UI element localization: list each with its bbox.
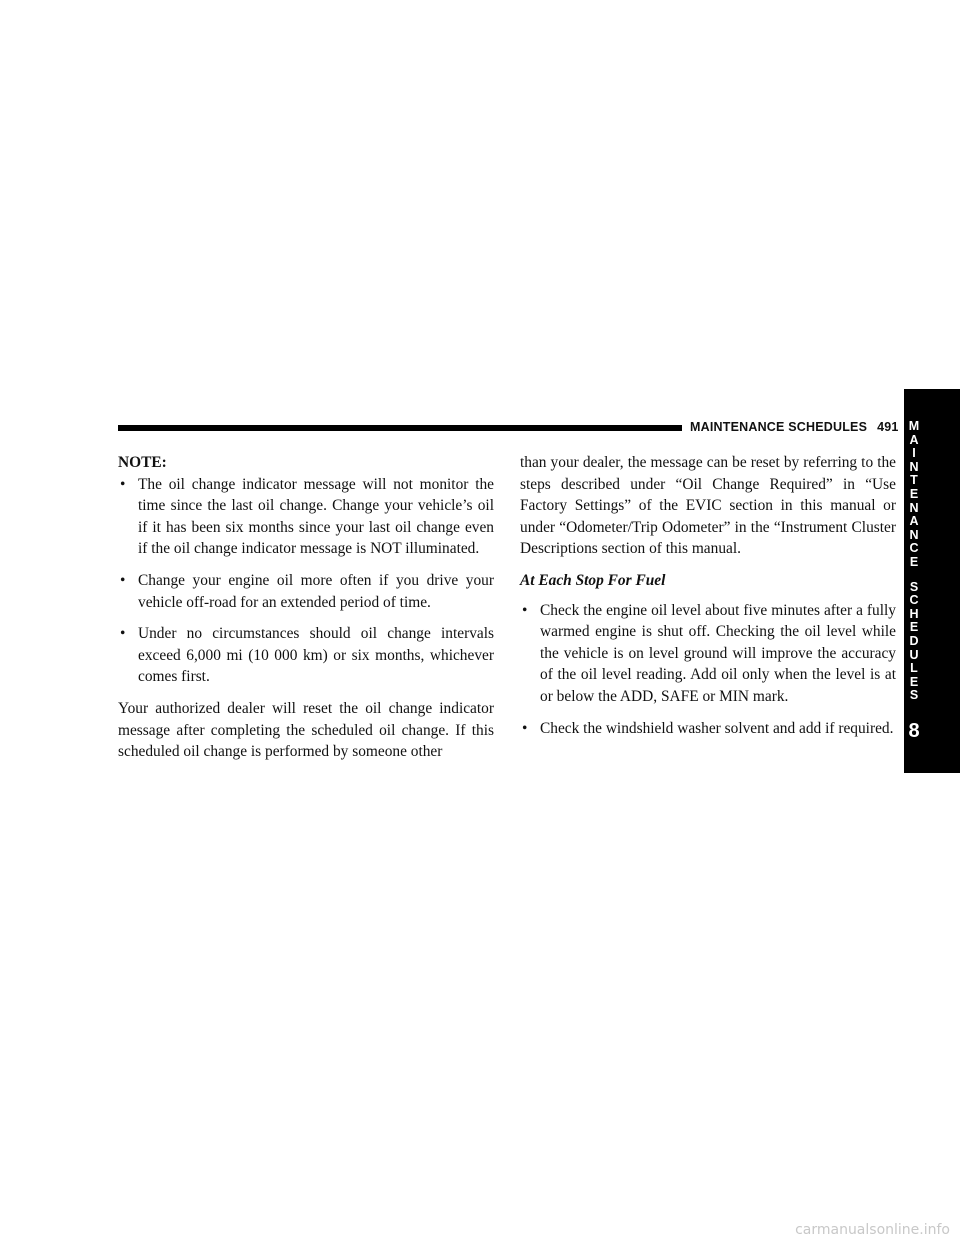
- chapter-tab-letters: [904, 420, 924, 703]
- list-item-text: Change your engine oil more often if you drive your vehicle off-road for an extended period of time.: [138, 571, 494, 611]
- tab-letter: N: [909, 527, 919, 542]
- list-item-text: Check the engine oil level about five minutes after a fully warmed engine is shut off. Checking the oil level while the vehicle is on level ground will improve the accuracy of the oil level reading. Add oil only when the level is at or below the ADD, SAFE or MIN mark.: [540, 601, 896, 705]
- bullet: •: [120, 475, 126, 493]
- list-item: [118, 623, 494, 688]
- bullet: •: [522, 719, 528, 737]
- header-rule: [118, 425, 682, 431]
- list-item: [118, 570, 494, 613]
- tab-letter: M: [908, 419, 920, 433]
- tab-letter: S: [909, 688, 919, 703]
- note-list: [118, 474, 494, 688]
- tab-letter: E: [909, 674, 919, 689]
- bullet: •: [522, 601, 528, 619]
- tab-letter: S: [909, 579, 919, 594]
- left-column: [118, 452, 494, 763]
- tab-letter: H: [909, 606, 919, 621]
- tab-letter: C: [909, 541, 919, 556]
- tab-letter: E: [909, 486, 919, 501]
- section-title: MAINTENANCE SCHEDULES: [690, 420, 868, 434]
- tab-letter: A: [909, 514, 919, 529]
- note-label: NOTE:: [118, 454, 167, 471]
- list-item-text: The oil change indicator message will not monitor the time since the last oil change. Change your vehicle’s oil if it has been six months since your last oil change even if the oil change indicator message is NOT illuminated.: [138, 475, 494, 558]
- bullet: •: [120, 625, 126, 643]
- tab-letter: A: [909, 432, 919, 447]
- body-paragraph: Your authorized dealer will reset the oil change indicator message after completing the scheduled oil change. If this scheduled oil change is performed by someone other: [118, 699, 494, 761]
- subheading: At Each Stop For Fuel: [520, 571, 666, 589]
- continuation-paragraph: than your dealer, the message can be reset by referring to the steps described under “Oil Change Required” in “Use Factory Settings” of the EVIC section in this manual or under “Odometer/Trip Odometer” in the “Instrument Cluster Descriptions section of this manual.: [520, 454, 896, 558]
- tab-letter: L: [910, 661, 918, 676]
- list-item-text: Under no circumstances should oil change intervals exceed 6,000 mi (10 000 km) or six months, whichever comes first.: [138, 625, 494, 686]
- chapter-tab: [904, 389, 960, 773]
- tab-letter: D: [909, 633, 919, 648]
- running-header: [690, 420, 899, 434]
- bullet: •: [120, 571, 126, 589]
- tab-letter: I: [912, 446, 916, 461]
- footer-watermark: carmanualsonline.info: [795, 1222, 950, 1238]
- page-number: 491: [877, 420, 899, 434]
- tab-letter: C: [909, 593, 919, 608]
- tab-letter: T: [910, 473, 918, 488]
- tab-letter: N: [909, 500, 919, 515]
- list-item-text: Check the windshield washer solvent and add if required.: [540, 719, 894, 737]
- tab-letter: E: [909, 554, 919, 569]
- tab-letter: U: [909, 647, 919, 662]
- list-item: [118, 474, 494, 560]
- chapter-number: 8: [908, 720, 920, 742]
- list-item: [520, 718, 896, 740]
- right-column: [520, 452, 896, 749]
- tab-letter: E: [909, 620, 919, 635]
- fuel-stop-list: [520, 600, 896, 740]
- tab-letter: N: [909, 459, 919, 474]
- list-item: [520, 600, 896, 708]
